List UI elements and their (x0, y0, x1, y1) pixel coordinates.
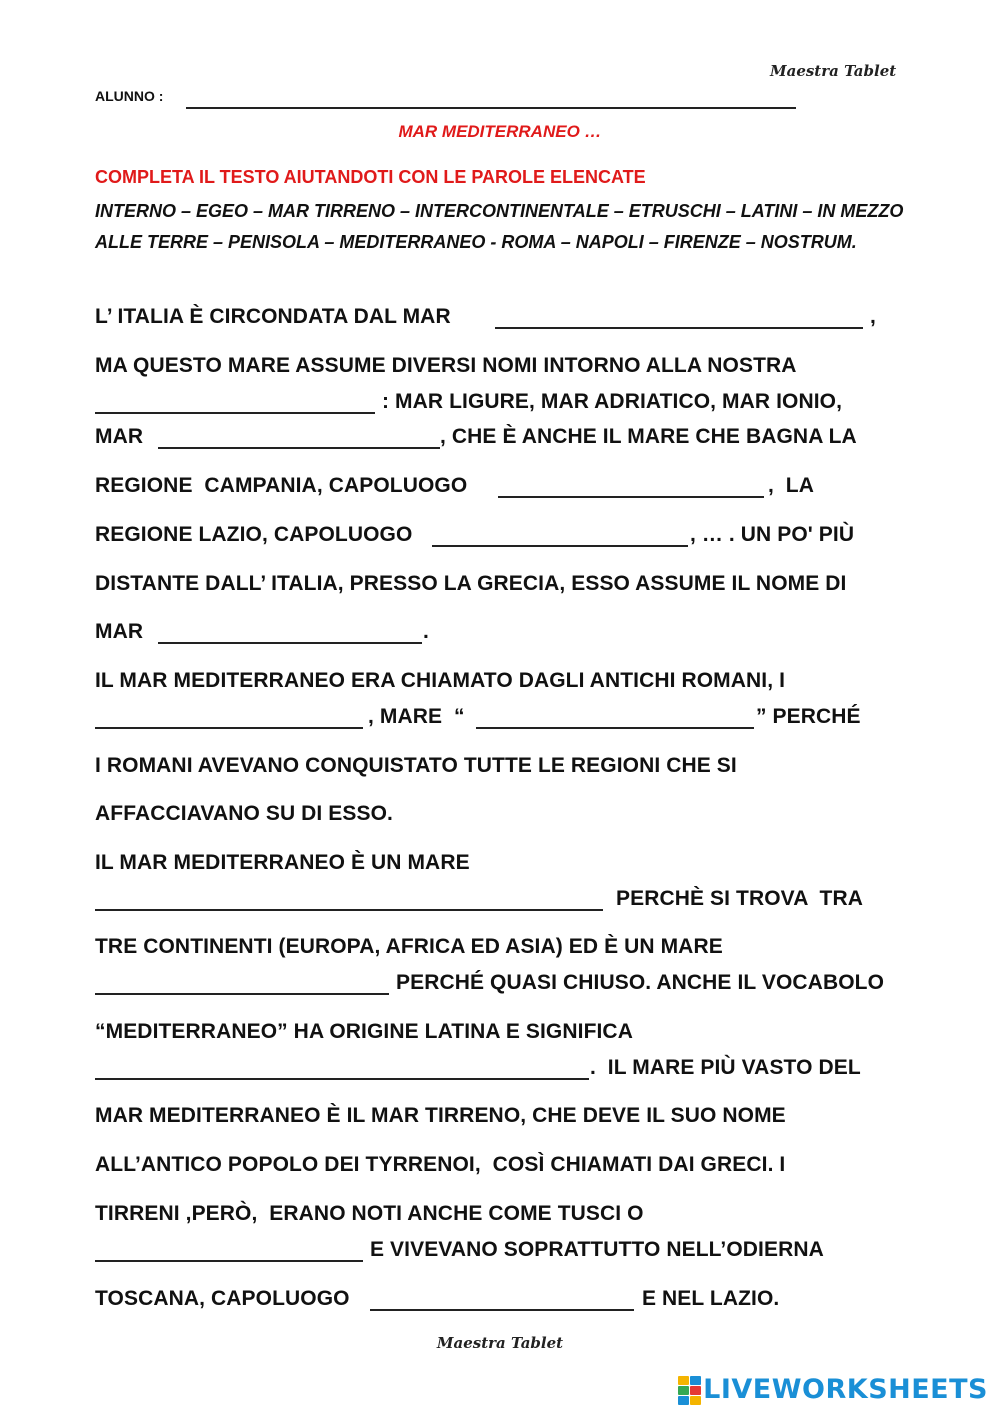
text-line-13: IL MAR MEDITERRANEO È UN MARE (95, 851, 470, 874)
liveworksheets-logo (678, 1374, 988, 1405)
blank-4-input[interactable] (498, 496, 764, 498)
text-line-10a: , MARE “ (368, 705, 465, 728)
text-line-8b: . (423, 620, 429, 643)
text-line-8a: MAR (95, 620, 144, 643)
text-line-5a: REGIONE CAMPANIA, CAPOLUOGO (95, 474, 468, 497)
text-line-5b: , LA (768, 474, 814, 497)
student-label: ALUNNO : (95, 88, 164, 104)
text-line-1a: L’ ITALIA È CIRCONDATA DAL MAR (95, 305, 451, 328)
text-line-3: : MAR LIGURE, MAR ADRIATICO, MAR IONIO, (382, 390, 843, 413)
text-line-1b: , (870, 305, 876, 328)
text-line-6a: REGIONE LAZIO, CAPOLUOGO (95, 523, 413, 546)
text-line-11: I ROMANI AVEVANO CONQUISTATO TUTTE LE REGIONI CHE SI (95, 754, 737, 777)
text-line-7: DISTANTE DALL’ ITALIA, PRESSO LA GRECIA, ESSO ASSUME IL NOME DI (95, 572, 847, 595)
text-line-18: . IL MARE PIÙ VASTO DEL (590, 1056, 861, 1079)
student-name-input[interactable] (186, 107, 796, 109)
text-line-6b: , … . UN PO' PIÙ (690, 523, 855, 546)
text-line-14: PERCHÈ SI TROVA TRA (616, 887, 864, 910)
text-line-19: MAR MEDITERRANEO È IL MAR TIRRENO, CHE DEVE IL SUO NOME (95, 1104, 786, 1127)
brand-signature: Maestra Tablet (770, 62, 897, 80)
blank-6-input[interactable] (158, 642, 422, 644)
blank-3-input[interactable] (158, 447, 440, 449)
blank-12-input[interactable] (95, 1260, 363, 1262)
text-line-15: TRE CONTINENTI (EUROPA, AFRICA ED ASIA) ED È UN MARE (95, 935, 723, 958)
footer-brand-signature: Maestra Tablet (436, 1334, 564, 1352)
text-line-17: “MEDITERRANEO” HA ORIGINE LATINA E SIGNIFICA (95, 1020, 633, 1043)
text-line-10b: ” PERCHÉ (756, 705, 861, 728)
liveworksheets-wordmark: LIVEWORKSHEETS (703, 1374, 988, 1405)
word-bank: INTERNO – EGEO – MAR TIRRENO – INTERCONTINENTALE – ETRUSCHI – LATINI – IN MEZZO ALLE TERRE – PENISOLA – MEDITERRANEO - ROMA – NAPOLI – FIRENZE – NOSTRUM. (95, 201, 904, 252)
page-title: MAR MEDITERRANEO … (398, 122, 602, 141)
liveworksheets-icon (678, 1376, 700, 1404)
text-line-12: AFFACCIAVANO SU DI ESSO. (95, 802, 393, 825)
text-line-23b: E NEL LAZIO. (642, 1287, 780, 1310)
blank-9-input[interactable] (95, 909, 603, 911)
blank-11-input[interactable] (95, 1078, 589, 1080)
blank-7-input[interactable] (95, 727, 363, 729)
text-line-9: IL MAR MEDITERRANEO ERA CHIAMATO DAGLI ANTICHI ROMANI, I (95, 669, 786, 692)
text-line-4a: MAR (95, 425, 144, 448)
text-line-16: PERCHÉ QUASI CHIUSO. ANCHE IL VOCABOLO (396, 971, 885, 994)
blank-13-input[interactable] (370, 1309, 634, 1311)
text-line-4b: , CHE È ANCHE IL MARE CHE BAGNA LA (440, 425, 857, 448)
text-line-2: MA QUESTO MARE ASSUME DIVERSI NOMI INTORNO ALLA NOSTRA (95, 354, 797, 377)
text-line-21: TIRRENI ,PERÒ, ERANO NOTI ANCHE COME TUSCI O (95, 1202, 644, 1225)
blank-5-input[interactable] (432, 545, 688, 547)
text-line-22: E VIVEVANO SOPRATTUTTO NELL’ODIERNA (370, 1238, 824, 1261)
instruction: COMPLETA IL TESTO AIUTANDOTI CON LE PAROLE ELENCATE (95, 167, 646, 187)
text-line-23a: TOSCANA, CAPOLUOGO (95, 1287, 350, 1310)
blank-10-input[interactable] (95, 993, 389, 995)
text-line-20: ALL’ANTICO POPOLO DEI TYRRENOI, COSÌ CHIAMATI DAI GRECI. I (95, 1153, 786, 1176)
blank-1-input[interactable] (495, 327, 863, 329)
blank-8-input[interactable] (476, 727, 754, 729)
blank-2-input[interactable] (95, 412, 375, 414)
